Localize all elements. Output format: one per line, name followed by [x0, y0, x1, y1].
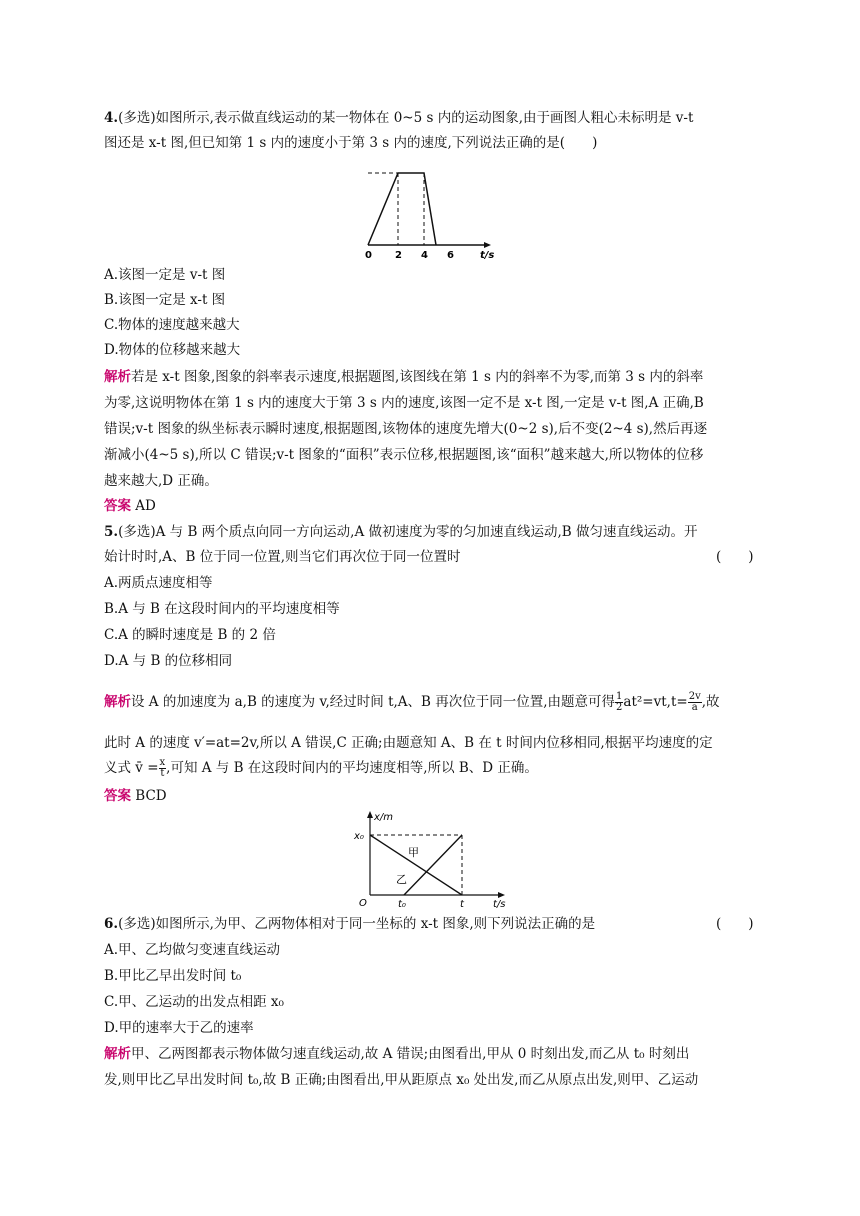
q6-analysis-tag: 解析: [104, 1046, 131, 1062]
q6-analysis-line1: 解析甲、乙两图都表示物体做匀速直线运动,故 A 错误;由图看出,甲从 0 时刻出发,而乙从 t₀ 时刻出: [104, 1046, 690, 1062]
q5-option-c: C.A 的瞬时速度是 B 的 2 倍: [104, 627, 276, 643]
q5-fraction-x-t: $\frac{x}{t}$: [159, 757, 166, 779]
q5-option-b: B.A 与 B 在这段时间内的平均速度相等: [104, 601, 340, 617]
q5-analysis-tag: 解析: [104, 694, 131, 710]
q6-x-arrow: [498, 892, 505, 898]
q4-analysis-line2: 为零,这说明物体在第 1 s 内的速度大于第 3 s 内的速度,该图一定不是 x-t 图,一定是 v-t 图,A 正确,B: [104, 395, 704, 411]
q4-analysis-line4: 渐减小(4~5 s),所以 C 错误;v-t 图象的“面积”表示位移,根据题图,该“面积”越来越大,所以物体的位移: [104, 447, 704, 463]
q4-tick-4: 4: [421, 250, 428, 261]
q6-option-b: B.甲比乙早出发时间 t₀: [104, 968, 242, 984]
q6-stem: 6.(多选)如图所示,为甲、乙两物体相对于同一坐标的 x-t 图象,则下列说法正确的是: [104, 916, 596, 932]
q6-y-arrow: [367, 811, 373, 818]
q6-origin-label: O: [359, 898, 367, 909]
q5-answer: [104, 786, 764, 806]
q6-y-label: x/m: [374, 812, 394, 823]
q4-option-a: A.该图一定是 v-t 图: [104, 267, 226, 283]
q6-figure: [350, 808, 510, 910]
q4-analysis-line1: 解析若是 x-t 图象,图象的斜率表示速度,根据题图,该图线在第 1 s 内的斜率不为零,而第 3 s 内的斜率: [104, 369, 704, 385]
q6-t-label: t: [460, 899, 464, 910]
q4-graph-line: [368, 173, 436, 245]
q4-option-d: D.物体的位移越来越大: [104, 342, 241, 358]
q6-option-c: C.甲、乙运动的出发点相距 x₀: [104, 994, 284, 1010]
q4-answer: [104, 496, 764, 516]
q6-yi-label: 乙: [396, 873, 407, 886]
q5-answer-tag: 答案: [104, 788, 131, 804]
q4-analysis-line3: 错误;v-t 图象的纵坐标表示瞬时速度,根据题图,该物体的速度先增大(0~2 s),后不变(2~4 s),然后再逐: [104, 421, 708, 437]
q4-axis-arrow: [484, 242, 491, 248]
q5-answer-value: BCD: [135, 788, 167, 804]
q6-yi-line: [404, 835, 462, 895]
q6-number: 6.: [104, 916, 119, 932]
q5-analysis-line3: 义式 v̄ = $\frac{x}{t}$ ,可知 A 与 B 在这段时间内的平均速度相等,所以 B、D 正确。: [104, 757, 538, 779]
q4-figure: [356, 160, 506, 264]
q6-x-label: t/s: [493, 899, 506, 910]
q4-tick-2: 2: [395, 250, 402, 261]
q6-option-a: A.甲、乙均做匀变速直线运动: [104, 942, 281, 958]
q5-option-d: D.A 与 B 的位移相同: [104, 653, 233, 669]
q5-stem-line2: 始计时时,A、B 位于同一位置,则当它们再次位于同一位置时: [104, 549, 461, 565]
q4-answer-tag: 答案: [104, 498, 131, 514]
q4-option-c: C.物体的速度越来越大: [104, 317, 240, 333]
q5-analysis-line2: 此时 A 的速度 v′=at=2v,所以 A 错误,C 正确;由题意知 A、B 在 t 时间内位移相同,根据平均速度的定: [104, 735, 713, 751]
q6-option-d: D.甲的速率大于乙的速率: [104, 1020, 254, 1036]
q4-answer-value: AD: [135, 498, 156, 514]
q4-analysis-tag: 解析: [104, 369, 131, 385]
q5-answer-paren: ( ): [716, 549, 754, 565]
q4-analysis-line5: 越来越大,D 正确。: [104, 473, 218, 489]
q4-number: 4.: [104, 110, 119, 126]
q6-jia-line: [370, 835, 462, 895]
q4-tick-0: 0: [365, 250, 372, 261]
q4-axis-label: t/s: [480, 250, 495, 261]
q4-option-b: B.该图一定是 x-t 图: [104, 292, 226, 308]
q5-fraction-half: $\frac{1}{2}$: [616, 691, 623, 713]
q4-tick-6: 6: [447, 250, 454, 261]
q5-option-a: A.两质点速度相等: [104, 575, 213, 591]
q6-answer-paren: ( ): [716, 916, 754, 932]
q6-t0-label: t₀: [398, 899, 406, 910]
q5-fraction-2v-a: $\frac{2v}{a}$: [688, 691, 701, 713]
q5-analysis-line1: 解析设 A 的加速度为 a,B 的速度为 v,经过时间 t,A、B 再次位于同一位置,由题意可得 $\frac{1}{2}$ at²=vt,t= $\frac{2v}{a}$ ,故: [104, 691, 720, 713]
q4-stem-line1: 4.(多选)如图所示,表示做直线运动的某一物体在 0~5 s 内的运动图象,由于画图人粗心未标明是 v-t: [104, 110, 694, 126]
q6-jia-label: 甲: [408, 846, 419, 859]
q4-stem-line2: 图还是 x-t 图,但已知第 1 s 内的速度小于第 3 s 内的速度,下列说法正确的是( ): [104, 135, 598, 151]
q5-stem-line1: 5.(多选)A 与 B 两个质点向同一方向运动,A 做初速度为零的匀加速直线运动,B 做匀速直线运动。开: [104, 524, 698, 540]
q6-analysis-line2: 发,则甲比乙早出发时间 t₀,故 B 正确;由图看出,甲从距原点 x₀ 处出发,而乙从原点出发,则甲、乙运动: [104, 1072, 699, 1088]
q5-number: 5.: [104, 524, 119, 540]
q6-x0-label: x₀: [354, 831, 364, 842]
